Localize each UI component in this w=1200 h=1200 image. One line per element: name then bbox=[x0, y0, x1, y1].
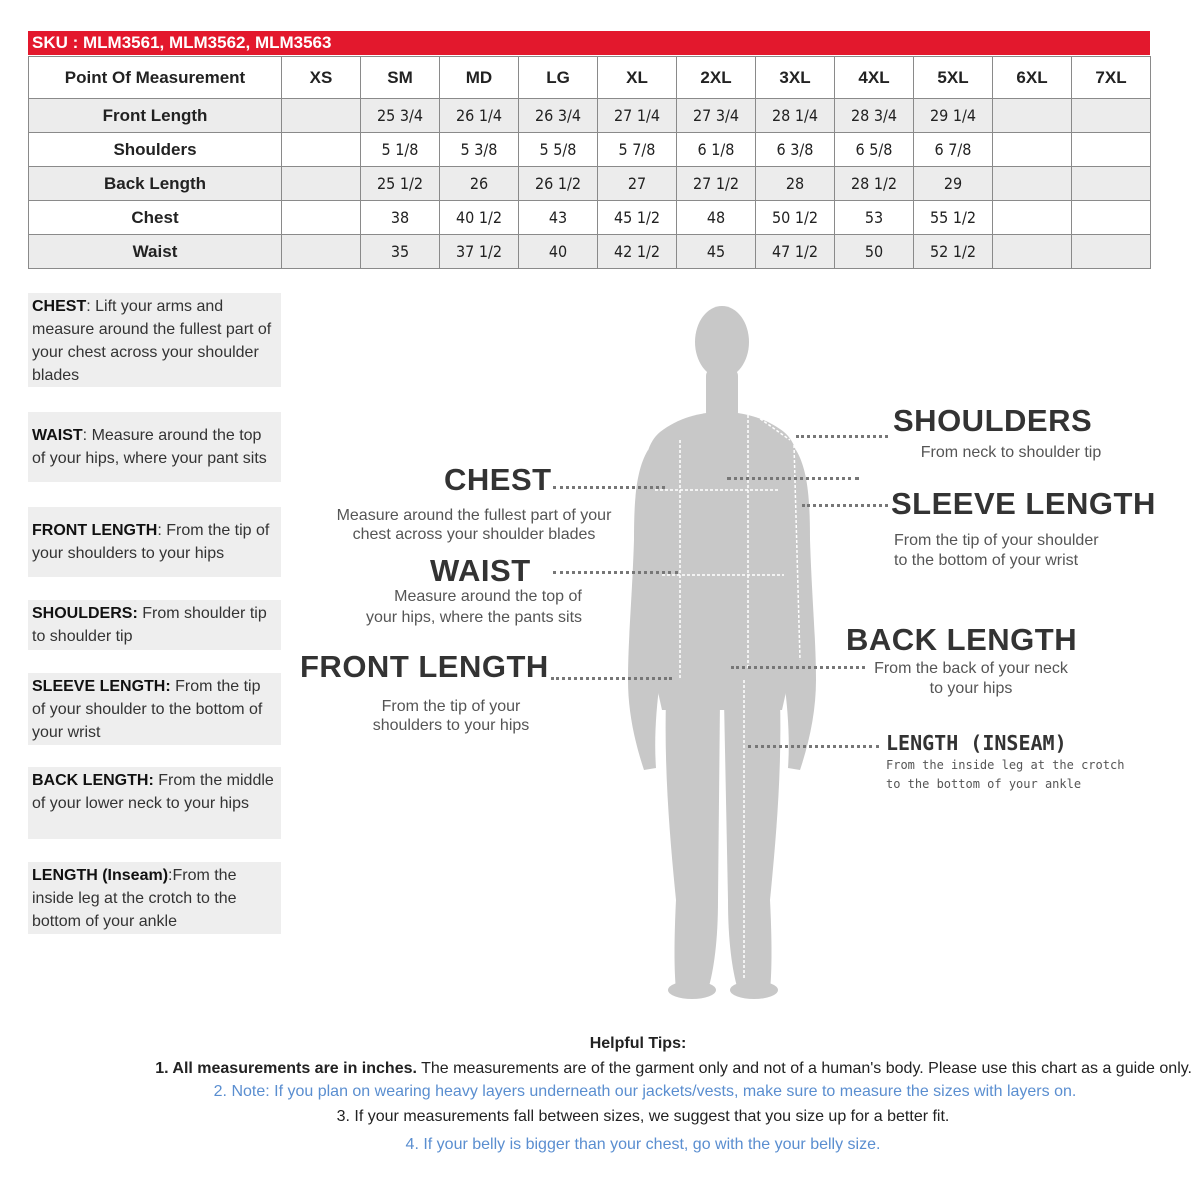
table-header-row bbox=[29, 57, 1151, 99]
measurement-label-cell: Waist bbox=[29, 235, 282, 269]
measurement-value-cell bbox=[282, 133, 361, 167]
front-length-figure-line1: From the tip of your bbox=[381, 698, 521, 715]
measurement-value-cell: 5 5/8 bbox=[519, 133, 598, 167]
measurement-value-cell: 48 bbox=[677, 201, 756, 235]
measurement-value-cell: 43 bbox=[519, 201, 598, 235]
back-length-figure-title: BACK LENGTH bbox=[846, 622, 1078, 657]
measurement-label-cell: Front Length bbox=[29, 99, 282, 133]
chest-description-term: CHEST bbox=[32, 298, 87, 315]
measurement-value-cell: 38 bbox=[361, 201, 440, 235]
front-length-figure-line2: shoulders to your hips bbox=[372, 717, 530, 734]
sleeve-length-figure-line2: to the bottom of your wrist bbox=[894, 552, 1079, 569]
size-header-cell: 4XL bbox=[835, 57, 914, 99]
measurement-value-cell: 27 1/2 bbox=[677, 167, 756, 201]
measurement-value-cell: 28 3/4 bbox=[835, 99, 914, 133]
measurement-value-cell bbox=[282, 167, 361, 201]
shoulders-description-term: SHOULDERS: bbox=[32, 605, 138, 622]
size-header-cell: 6XL bbox=[993, 57, 1072, 99]
tip-2: 2. Note: If you plan on wearing heavy layers underneath our jackets/vests, make sure to measure the sizes with layers on. bbox=[213, 1083, 1077, 1100]
measurement-value-cell bbox=[993, 167, 1072, 201]
size-header-cell: 2XL bbox=[677, 57, 756, 99]
helpful-tips-title: Helpful Tips: bbox=[589, 1035, 687, 1052]
measurement-value-cell: 42 1/2 bbox=[598, 235, 677, 269]
size-header-cell: LG bbox=[519, 57, 598, 99]
measurement-value-cell bbox=[1072, 133, 1151, 167]
human-silhouette bbox=[600, 300, 840, 1005]
measurement-value-cell: 26 3/4 bbox=[519, 99, 598, 133]
back-length-description bbox=[28, 767, 281, 839]
measurement-value-cell: 5 1/8 bbox=[361, 133, 440, 167]
tip-3: 3. If your measurements fall between sizes, we suggest that you size up for a better fit. bbox=[336, 1108, 950, 1125]
tip-1-rest: The measurements are of the garment only and not of a human's body. Please use this chart as a guide only. bbox=[416, 1060, 1192, 1077]
waist-description bbox=[28, 412, 281, 482]
measurement-value-cell: 6 3/8 bbox=[756, 133, 835, 167]
measurement-value-cell: 26 1/4 bbox=[440, 99, 519, 133]
measurement-value-cell bbox=[1072, 99, 1151, 133]
table-row bbox=[29, 201, 1151, 235]
sleeve-length-description-text: From the tip of your shoulder to the bottom of your wrist bbox=[32, 678, 263, 741]
waist-description-text: : Measure around the top of your hips, where your pant sits bbox=[32, 427, 267, 467]
measurement-value-cell bbox=[1072, 201, 1151, 235]
measurement-value-cell: 6 5/8 bbox=[835, 133, 914, 167]
measurement-value-cell: 29 bbox=[914, 167, 993, 201]
measurement-value-cell: 28 1/4 bbox=[756, 99, 835, 133]
chest-description-text: : Lift your arms and measure around the fullest part of your chest across your shoulder blades bbox=[32, 298, 272, 384]
size-header-cell: XS bbox=[282, 57, 361, 99]
sleeve-length-leader-line bbox=[802, 504, 888, 507]
measurement-value-cell: 37 1/2 bbox=[440, 235, 519, 269]
shoulders-figure-title: SHOULDERS bbox=[893, 403, 1093, 438]
waist-figure-line1: Measure around the top of bbox=[394, 588, 582, 605]
back-length-figure-line1: From the back of your neck bbox=[874, 660, 1068, 677]
measurement-value-cell bbox=[1072, 167, 1151, 201]
chest-body-leader-line bbox=[727, 477, 859, 480]
sleeve-length-figure-line1: From the tip of your shoulder bbox=[894, 532, 1099, 549]
measurement-value-cell bbox=[282, 201, 361, 235]
size-header-cell: XL bbox=[598, 57, 677, 99]
chest-figure-line2: chest across your shoulder blades bbox=[352, 526, 596, 543]
waist-leader-line bbox=[553, 571, 678, 574]
back-length-leader-line bbox=[731, 666, 865, 669]
table-row bbox=[29, 167, 1151, 201]
back-length-description-text: From the middle of your lower neck to your hips bbox=[32, 772, 274, 812]
inseam-description bbox=[28, 862, 281, 934]
measurement-value-cell: 28 1/2 bbox=[835, 167, 914, 201]
size-header-cell: MD bbox=[440, 57, 519, 99]
front-length-description-text: : From the tip of your shoulders to your hips bbox=[32, 522, 270, 562]
chest-figure-title: CHEST bbox=[444, 462, 552, 497]
measurement-value-cell: 26 bbox=[440, 167, 519, 201]
measurement-value-cell: 45 bbox=[677, 235, 756, 269]
measurement-value-cell: 5 3/8 bbox=[440, 133, 519, 167]
waist-description-term: WAIST bbox=[32, 427, 83, 444]
chest-leader-line bbox=[553, 486, 665, 489]
sleeve-length-description-term: SLEEVE LENGTH: bbox=[32, 678, 171, 695]
size-header-cell: 7XL bbox=[1072, 57, 1151, 99]
measurement-label-cell: Shoulders bbox=[29, 133, 282, 167]
measurement-value-cell: 40 1/2 bbox=[440, 201, 519, 235]
measurement-value-cell: 53 bbox=[835, 201, 914, 235]
front-length-description bbox=[28, 507, 281, 577]
measurement-label-cell: Chest bbox=[29, 201, 282, 235]
shoulders-description-text: From shoulder tip to shoulder tip bbox=[32, 605, 267, 645]
measurement-value-cell: 27 3/4 bbox=[677, 99, 756, 133]
measurement-value-cell: 55 1/2 bbox=[914, 201, 993, 235]
measurement-value-cell bbox=[282, 235, 361, 269]
measurement-value-cell bbox=[993, 201, 1072, 235]
back-length-description-term: BACK LENGTH: bbox=[32, 772, 154, 789]
measurement-value-cell: 6 1/8 bbox=[677, 133, 756, 167]
front-length-figure-title: FRONT LENGTH bbox=[300, 649, 549, 684]
measurement-value-cell: 47 1/2 bbox=[756, 235, 835, 269]
table-row bbox=[29, 99, 1151, 133]
tip-1 bbox=[155, 1060, 1192, 1078]
measurement-value-cell bbox=[282, 99, 361, 133]
measurement-value-cell: 5 7/8 bbox=[598, 133, 677, 167]
inseam-figure-line1: From the inside leg at the crotch bbox=[886, 758, 1125, 772]
shoulders-figure-line1: From neck to shoulder tip bbox=[920, 444, 1102, 461]
size-header-cell: SM bbox=[361, 57, 440, 99]
front-length-description-term: FRONT LENGTH bbox=[32, 522, 158, 539]
front-length-leader-line bbox=[551, 677, 672, 680]
measurement-value-cell: 45 1/2 bbox=[598, 201, 677, 235]
measurement-value-cell: 40 bbox=[519, 235, 598, 269]
table-row bbox=[29, 133, 1151, 167]
tip-1-bold: 1. All measurements are in inches. bbox=[155, 1060, 417, 1077]
sku-header: SKU : MLM3561, MLM3562, MLM3563 bbox=[28, 31, 1150, 55]
measurement-value-cell bbox=[993, 235, 1072, 269]
inseam-leader-line bbox=[748, 745, 879, 748]
measurement-value-cell: 28 bbox=[756, 167, 835, 201]
size-header-cell: 5XL bbox=[914, 57, 993, 99]
inseam-figure-title: LENGTH (INSEAM) bbox=[886, 731, 1067, 755]
measurement-value-cell: 25 1/2 bbox=[361, 167, 440, 201]
waist-figure-title: WAIST bbox=[430, 553, 531, 588]
measurement-label-cell: Back Length bbox=[29, 167, 282, 201]
table-body bbox=[29, 99, 1151, 269]
inseam-description-text: :From the inside leg at the crotch to the bottom of your ankle bbox=[32, 867, 237, 930]
measurement-value-cell: 26 1/2 bbox=[519, 167, 598, 201]
measurement-value-cell: 27 1/4 bbox=[598, 99, 677, 133]
size-chart-table bbox=[28, 56, 1151, 269]
inseam-figure-line2: to the bottom of your ankle bbox=[886, 777, 1082, 791]
sleeve-length-figure-title: SLEEVE LENGTH bbox=[891, 486, 1156, 521]
point-of-measurement-header: Point Of Measurement bbox=[29, 57, 282, 99]
shoulders-leader-line bbox=[796, 435, 888, 438]
measurement-value-cell: 25 3/4 bbox=[361, 99, 440, 133]
measurement-value-cell bbox=[1072, 235, 1151, 269]
back-length-figure-line2: to your hips bbox=[929, 680, 1013, 697]
waist-figure-line2: your hips, where the pants sits bbox=[365, 609, 583, 626]
table-row bbox=[29, 235, 1151, 269]
shoulders-description bbox=[28, 600, 281, 650]
measurement-value-cell: 35 bbox=[361, 235, 440, 269]
measurement-value-cell: 50 1/2 bbox=[756, 201, 835, 235]
inseam-description-term: LENGTH (Inseam) bbox=[32, 867, 169, 884]
measurement-value-cell: 6 7/8 bbox=[914, 133, 993, 167]
size-header-cell: 3XL bbox=[756, 57, 835, 99]
tip-4: 4. If your belly is bigger than your chest, go with the your belly size. bbox=[405, 1136, 881, 1153]
measurement-value-cell: 27 bbox=[598, 167, 677, 201]
measurement-value-cell bbox=[993, 133, 1072, 167]
measurement-value-cell bbox=[993, 99, 1072, 133]
measurement-value-cell: 50 bbox=[835, 235, 914, 269]
measurement-value-cell: 52 1/2 bbox=[914, 235, 993, 269]
measurement-value-cell: 29 1/4 bbox=[914, 99, 993, 133]
chest-description bbox=[28, 293, 281, 387]
sleeve-length-description bbox=[28, 673, 281, 745]
chest-figure-line1: Measure around the fullest part of your bbox=[336, 507, 612, 524]
